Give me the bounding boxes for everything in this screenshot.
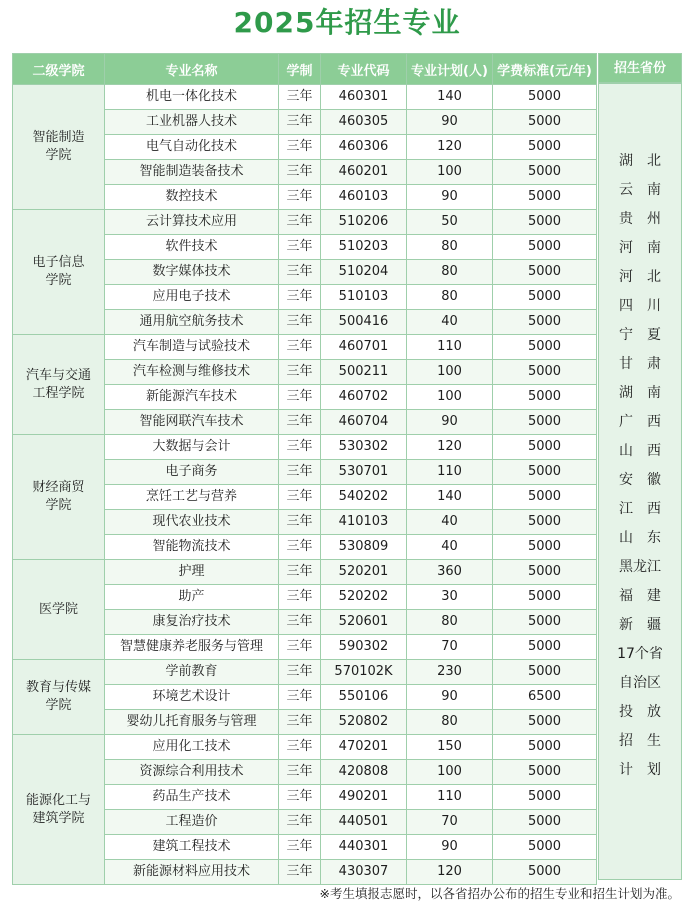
cell-code: 470201 xyxy=(321,735,407,760)
table-row xyxy=(13,560,597,585)
cell-code: 440301 xyxy=(321,835,407,860)
cell-major: 大数据与会计 xyxy=(105,435,279,460)
cell-code: 460701 xyxy=(321,335,407,360)
cell-code: 510103 xyxy=(321,285,407,310)
province-item: 宁夏 xyxy=(619,327,675,343)
province-item: 安徽 xyxy=(619,472,675,488)
cell-major: 康复治疗技术 xyxy=(105,610,279,635)
cell-duration: 三年 xyxy=(279,535,321,560)
cell-fee: 5000 xyxy=(493,560,597,585)
cell-plan: 30 xyxy=(407,585,493,610)
cell-duration: 三年 xyxy=(279,285,321,310)
cell-duration: 三年 xyxy=(279,310,321,335)
cell-fee: 5000 xyxy=(493,835,597,860)
cell-plan: 90 xyxy=(407,110,493,135)
cell-code: 460702 xyxy=(321,385,407,410)
cell-major: 智慧健康养老服务与管理 xyxy=(105,635,279,660)
footnote: ※考生填报志愿时，以各省招办公布的招生专业和招生计划为准。 xyxy=(319,886,680,901)
cell-major: 学前教育 xyxy=(105,660,279,685)
cell-major: 现代农业技术 xyxy=(105,510,279,535)
cell-fee: 5000 xyxy=(493,760,597,785)
cell-major: 智能制造装备技术 xyxy=(105,160,279,185)
cell-major: 护理 xyxy=(105,560,279,585)
cell-fee: 5000 xyxy=(493,210,597,235)
cell-plan: 40 xyxy=(407,510,493,535)
cell-duration: 三年 xyxy=(279,85,321,110)
cell-plan: 120 xyxy=(407,135,493,160)
cell-fee: 5000 xyxy=(493,660,597,685)
province-item: 湖南 xyxy=(619,385,675,401)
cell-code: 530809 xyxy=(321,535,407,560)
cell-major: 数字媒体技术 xyxy=(105,260,279,285)
cell-major: 智能物流技术 xyxy=(105,535,279,560)
table-header-row xyxy=(13,54,597,85)
cell-code: 510203 xyxy=(321,235,407,260)
cell-plan: 80 xyxy=(407,610,493,635)
cell-code: 500416 xyxy=(321,310,407,335)
province-item: 投放 xyxy=(619,704,675,720)
table-row xyxy=(13,735,597,760)
cell-code: 440501 xyxy=(321,810,407,835)
cell-fee: 5000 xyxy=(493,160,597,185)
cell-code: 460201 xyxy=(321,160,407,185)
province-item: 云南 xyxy=(619,182,675,198)
cell-fee: 5000 xyxy=(493,460,597,485)
cell-plan: 100 xyxy=(407,160,493,185)
college-name-line: 教育与传媒 xyxy=(25,680,91,695)
cell-major: 电气自动化技术 xyxy=(105,135,279,160)
cell-major: 助产 xyxy=(105,585,279,610)
cell-major: 环境艺术设计 xyxy=(105,685,279,710)
province-item: 山东 xyxy=(619,530,675,546)
header-code: 专业代码 xyxy=(321,54,407,85)
header-major: 专业名称 xyxy=(105,54,279,85)
cell-fee: 5000 xyxy=(493,535,597,560)
province-item: 贵州 xyxy=(619,211,675,227)
cell-plan: 360 xyxy=(407,560,493,585)
cell-fee: 5000 xyxy=(493,510,597,535)
cell-code: 510204 xyxy=(321,260,407,285)
cell-fee: 5000 xyxy=(493,785,597,810)
college-name-line: 学院 xyxy=(45,698,72,713)
table-row xyxy=(13,660,597,685)
cell-duration: 三年 xyxy=(279,685,321,710)
cell-duration: 三年 xyxy=(279,835,321,860)
cell-plan: 80 xyxy=(407,260,493,285)
province-item: 新疆 xyxy=(619,617,675,633)
college-cell xyxy=(13,735,105,885)
cell-fee: 5000 xyxy=(493,810,597,835)
cell-major: 机电一体化技术 xyxy=(105,85,279,110)
province-item: 甘肃 xyxy=(619,356,675,372)
cell-duration: 三年 xyxy=(279,635,321,660)
cell-duration: 三年 xyxy=(279,510,321,535)
college-cell xyxy=(13,660,105,735)
cell-fee: 5000 xyxy=(493,260,597,285)
cell-major: 新能源材料应用技术 xyxy=(105,860,279,885)
table-row xyxy=(13,210,597,235)
cell-plan: 80 xyxy=(407,285,493,310)
province-item: 福建 xyxy=(619,588,675,604)
cell-plan: 110 xyxy=(407,785,493,810)
cell-fee: 5000 xyxy=(493,110,597,135)
cell-duration: 三年 xyxy=(279,335,321,360)
province-item: 河北 xyxy=(619,269,675,285)
cell-fee: 5000 xyxy=(493,410,597,435)
table-row xyxy=(13,435,597,460)
cell-duration: 三年 xyxy=(279,810,321,835)
cell-major: 应用化工技术 xyxy=(105,735,279,760)
cell-duration: 三年 xyxy=(279,735,321,760)
province-item: 河南 xyxy=(619,240,675,256)
college-name-line: 学院 xyxy=(45,273,72,288)
cell-code: 530302 xyxy=(321,435,407,460)
cell-major: 工业机器人技术 xyxy=(105,110,279,135)
cell-code: 520601 xyxy=(321,610,407,635)
cell-major: 婴幼儿托育服务与管理 xyxy=(105,710,279,735)
province-item: 招生 xyxy=(619,733,675,749)
cell-plan: 40 xyxy=(407,535,493,560)
cell-major: 应用电子技术 xyxy=(105,285,279,310)
college-name-line: 财经商贸 xyxy=(32,480,85,495)
cell-code: 540202 xyxy=(321,485,407,510)
cell-duration: 三年 xyxy=(279,435,321,460)
cell-code: 520802 xyxy=(321,710,407,735)
cell-duration: 三年 xyxy=(279,660,321,685)
cell-major: 药品生产技术 xyxy=(105,785,279,810)
province-item: 山西 xyxy=(619,443,675,459)
cell-plan: 80 xyxy=(407,235,493,260)
cell-duration: 三年 xyxy=(279,260,321,285)
cell-duration: 三年 xyxy=(279,485,321,510)
cell-plan: 100 xyxy=(407,760,493,785)
cell-plan: 70 xyxy=(407,635,493,660)
cell-fee: 5000 xyxy=(493,235,597,260)
college-name-line: 智能制造 xyxy=(32,130,85,145)
cell-code: 420808 xyxy=(321,760,407,785)
cell-duration: 三年 xyxy=(279,110,321,135)
province-item: 广西 xyxy=(619,414,675,430)
cell-code: 520202 xyxy=(321,585,407,610)
cell-duration: 三年 xyxy=(279,235,321,260)
cell-fee: 5000 xyxy=(493,310,597,335)
cell-plan: 140 xyxy=(407,85,493,110)
province-item: 17个省 xyxy=(617,646,663,662)
cell-fee: 5000 xyxy=(493,385,597,410)
cell-plan: 140 xyxy=(407,485,493,510)
college-cell xyxy=(13,210,105,335)
table-row xyxy=(13,85,597,110)
cell-fee: 5000 xyxy=(493,585,597,610)
cell-plan: 80 xyxy=(407,710,493,735)
cell-duration: 三年 xyxy=(279,135,321,160)
cell-code: 500211 xyxy=(321,360,407,385)
header-provinces: 招生省份 xyxy=(598,53,682,83)
cell-code: 570102K xyxy=(321,660,407,685)
cell-fee: 5000 xyxy=(493,335,597,360)
cell-code: 430307 xyxy=(321,860,407,885)
provinces-list xyxy=(599,147,681,785)
cell-major: 新能源汽车技术 xyxy=(105,385,279,410)
cell-major: 数控技术 xyxy=(105,185,279,210)
college-name-line: 电子信息 xyxy=(32,255,85,270)
cell-duration: 三年 xyxy=(279,710,321,735)
cell-plan: 90 xyxy=(407,410,493,435)
cell-duration: 三年 xyxy=(279,385,321,410)
college-name-line: 学院 xyxy=(45,498,72,513)
majors-table xyxy=(12,53,597,885)
cell-fee: 5000 xyxy=(493,85,597,110)
cell-plan: 120 xyxy=(407,860,493,885)
cell-plan: 230 xyxy=(407,660,493,685)
provinces-cell xyxy=(598,83,682,880)
cell-major: 汽车制造与试验技术 xyxy=(105,335,279,360)
header-duration: 学制 xyxy=(279,54,321,85)
page-title: 2025年招生专业 xyxy=(233,6,461,39)
cell-duration: 三年 xyxy=(279,610,321,635)
cell-plan: 90 xyxy=(407,835,493,860)
cell-major: 建筑工程技术 xyxy=(105,835,279,860)
header-fee: 学费标准(元/年) xyxy=(493,54,597,85)
cell-code: 550106 xyxy=(321,685,407,710)
college-name-line: 学院 xyxy=(45,148,72,163)
cell-duration: 三年 xyxy=(279,560,321,585)
cell-plan: 110 xyxy=(407,335,493,360)
province-item: 湖北 xyxy=(619,153,675,169)
cell-code: 590302 xyxy=(321,635,407,660)
cell-code: 490201 xyxy=(321,785,407,810)
cell-major: 通用航空航务技术 xyxy=(105,310,279,335)
cell-major: 资源综合利用技术 xyxy=(105,760,279,785)
cell-duration: 三年 xyxy=(279,210,321,235)
cell-fee: 5000 xyxy=(493,285,597,310)
cell-major: 汽车检测与维修技术 xyxy=(105,360,279,385)
cell-fee: 5000 xyxy=(493,135,597,160)
cell-fee: 5000 xyxy=(493,185,597,210)
cell-plan: 90 xyxy=(407,185,493,210)
cell-code: 460305 xyxy=(321,110,407,135)
cell-plan: 110 xyxy=(407,460,493,485)
cell-plan: 100 xyxy=(407,385,493,410)
cell-code: 460301 xyxy=(321,85,407,110)
cell-code: 510206 xyxy=(321,210,407,235)
college-cell xyxy=(13,335,105,435)
cell-plan: 70 xyxy=(407,810,493,835)
cell-plan: 120 xyxy=(407,435,493,460)
province-item: 计划 xyxy=(619,762,675,778)
cell-code: 460306 xyxy=(321,135,407,160)
cell-duration: 三年 xyxy=(279,760,321,785)
cell-fee: 5000 xyxy=(493,735,597,760)
cell-fee: 5000 xyxy=(493,635,597,660)
college-name-line: 汽车与交通 xyxy=(25,367,91,383)
cell-code: 410103 xyxy=(321,510,407,535)
cell-major: 工程造价 xyxy=(105,810,279,835)
cell-code: 460704 xyxy=(321,410,407,435)
cell-duration: 三年 xyxy=(279,360,321,385)
cell-major: 软件技术 xyxy=(105,235,279,260)
cell-fee: 6500 xyxy=(493,685,597,710)
cell-fee: 5000 xyxy=(493,360,597,385)
cell-duration: 三年 xyxy=(279,860,321,885)
header-plan: 专业计划(人) xyxy=(407,54,493,85)
cell-fee: 5000 xyxy=(493,710,597,735)
cell-plan: 100 xyxy=(407,360,493,385)
cell-major: 云计算技术应用 xyxy=(105,210,279,235)
cell-plan: 90 xyxy=(407,685,493,710)
cell-major: 智能网联汽车技术 xyxy=(105,410,279,435)
cell-fee: 5000 xyxy=(493,610,597,635)
cell-code: 530701 xyxy=(321,460,407,485)
cell-code: 460103 xyxy=(321,185,407,210)
college-name-line: 工程学院 xyxy=(32,385,85,401)
cell-code: 520201 xyxy=(321,560,407,585)
cell-fee: 5000 xyxy=(493,860,597,885)
college-name-line: 医学院 xyxy=(38,601,78,617)
cell-duration: 三年 xyxy=(279,585,321,610)
cell-fee: 5000 xyxy=(493,435,597,460)
cell-plan: 40 xyxy=(407,310,493,335)
college-cell xyxy=(13,85,105,210)
college-cell xyxy=(13,435,105,560)
cell-major: 烹饪工艺与营养 xyxy=(105,485,279,510)
cell-fee: 5000 xyxy=(493,485,597,510)
cell-duration: 三年 xyxy=(279,785,321,810)
cell-plan: 150 xyxy=(407,735,493,760)
province-item: 自治区 xyxy=(619,675,661,691)
college-name-line: 建筑学院 xyxy=(32,810,85,826)
table-row xyxy=(13,335,597,360)
province-item: 黑龙江 xyxy=(619,559,661,575)
province-item: 四川 xyxy=(619,298,675,314)
province-item: 江西 xyxy=(619,501,675,517)
cell-duration: 三年 xyxy=(279,160,321,185)
cell-duration: 三年 xyxy=(279,185,321,210)
cell-major: 电子商务 xyxy=(105,460,279,485)
header-college: 二级学院 xyxy=(13,54,105,85)
cell-plan: 50 xyxy=(407,210,493,235)
cell-duration: 三年 xyxy=(279,460,321,485)
cell-duration: 三年 xyxy=(279,410,321,435)
college-cell xyxy=(13,560,105,660)
college-name-line: 能源化工与 xyxy=(25,792,91,808)
